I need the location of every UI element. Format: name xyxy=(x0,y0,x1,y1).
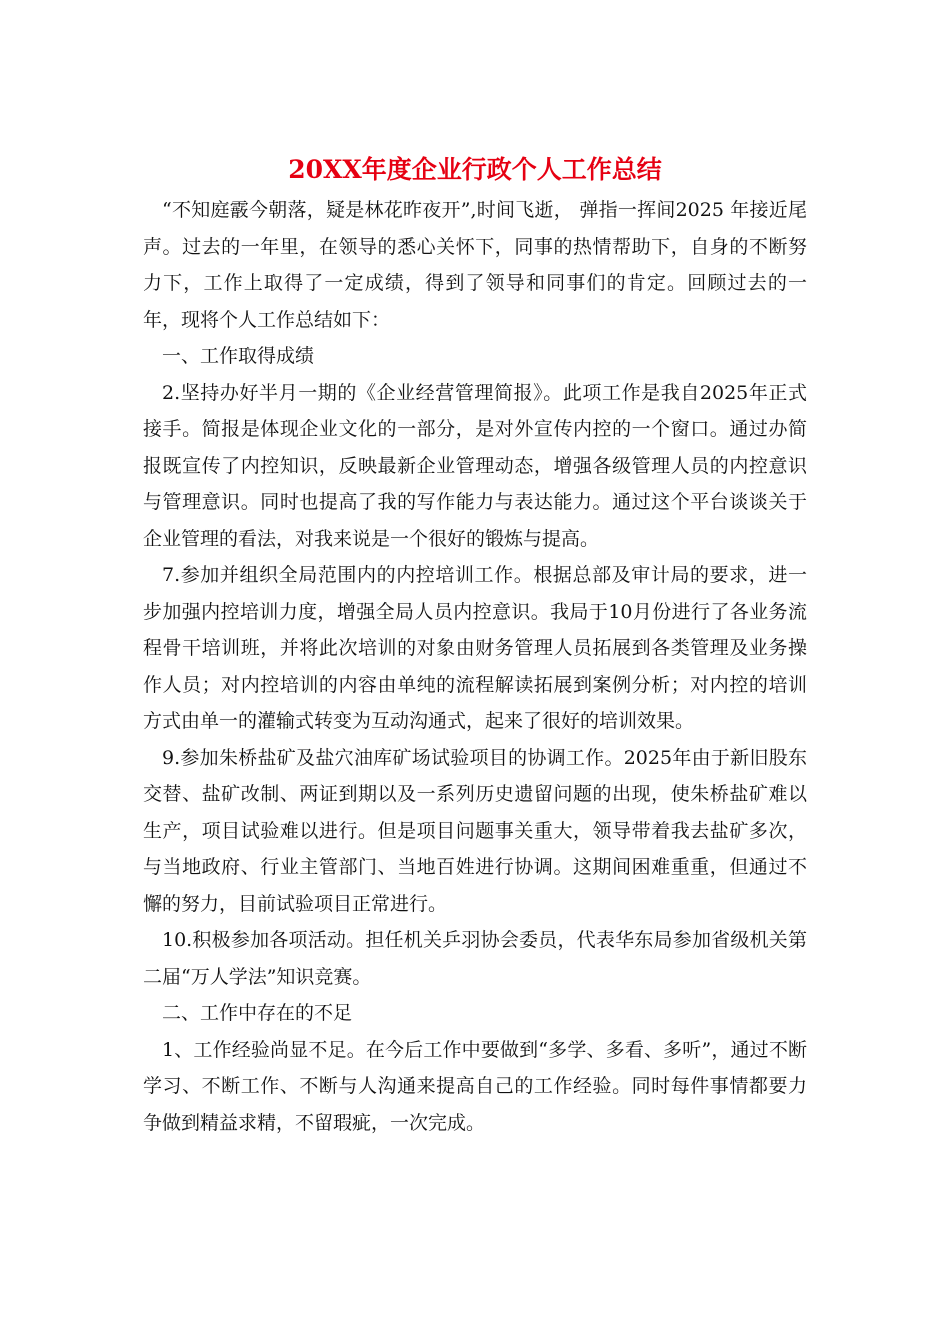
paragraph-item-10: 10.积极参加各项活动。担任机关乒羽协会委员，代表华东局参加省级机关第二届“万人学法”知识竞赛。 xyxy=(143,929,807,988)
paragraph-shortcoming-1: 1、工作经验尚显不足。在今后工作中要做到“多学、多看、多听”，通过不断学习、不断工作、不断与人沟通来提高自己的工作经验。同时每件事情都要力争做到精益求精，不留瑕疵，一次完成。 xyxy=(143,1038,807,1134)
paragraph-item-7: 7.参加并组织全局范围内的内控培训工作。根据总部及审计局的要求，进一步加强内控培训力度，增强全局人员内控意识。我局于10月份进行了各业务流程骨干培训班，并将此次培训的对象由财务管理人员拓展到各类管理及业务操作人员；对内控培训的内容由单纯的流程解读拓展到案例分析；对内控的培训方式由单一的灌输式转变为互动沟通式，起来了很好的培训效果。 xyxy=(143,564,807,732)
paragraph-item-9: 9.参加朱桥盐矿及盐穴油库矿场试验项目的协调工作。2025年由于新旧股东交替、盐矿改制、两证到期以及一系列历史遗留问题的出现，使朱桥盐矿难以生产，项目试验难以进行。但是项目问题事关重大，领导带着我去盐矿多次，与当地政府、行业主管部门、当地百姓进行协调。这期间困难重重，但通过不懈的努力，目前试验项目正常进行。 xyxy=(143,746,807,915)
section-heading-shortcomings: 二、工作中存在的不足 xyxy=(162,1002,353,1024)
document-title: 20XX年度企业行政个人工作总结 xyxy=(288,155,662,184)
document-body xyxy=(143,192,807,1141)
section-heading-achievements: 一、工作取得成绩 xyxy=(162,345,315,367)
paragraph-item-2: 2.坚持办好半月一期的《企业经营管理简报》。此项工作是我自2025年正式接手。简报是体现企业文化的一部分，是对外宣传内控的一个窗口。通过办简报既宣传了内控知识，反映最新企业管理动态，增强各级管理人员的内控意识与管理意识。同时也提高了我的写作能力与表达能力。通过这个平台谈谈关于企业管理的看法，对我来说是一个很好的锻炼与提高。 xyxy=(143,381,807,550)
intro-paragraph: “不知庭霰今朝落，疑是林花昨夜开”,时间飞逝， 弹指一挥间2025 年接近尾声。过去的一年里，在领导的悉心关怀下，同事的热情帮助下，自身的不断努力下，工作上取得了一定成绩，得到了领导和同事们的肯定。回顾过去的一年，现将个人工作总结如下： xyxy=(143,199,807,331)
